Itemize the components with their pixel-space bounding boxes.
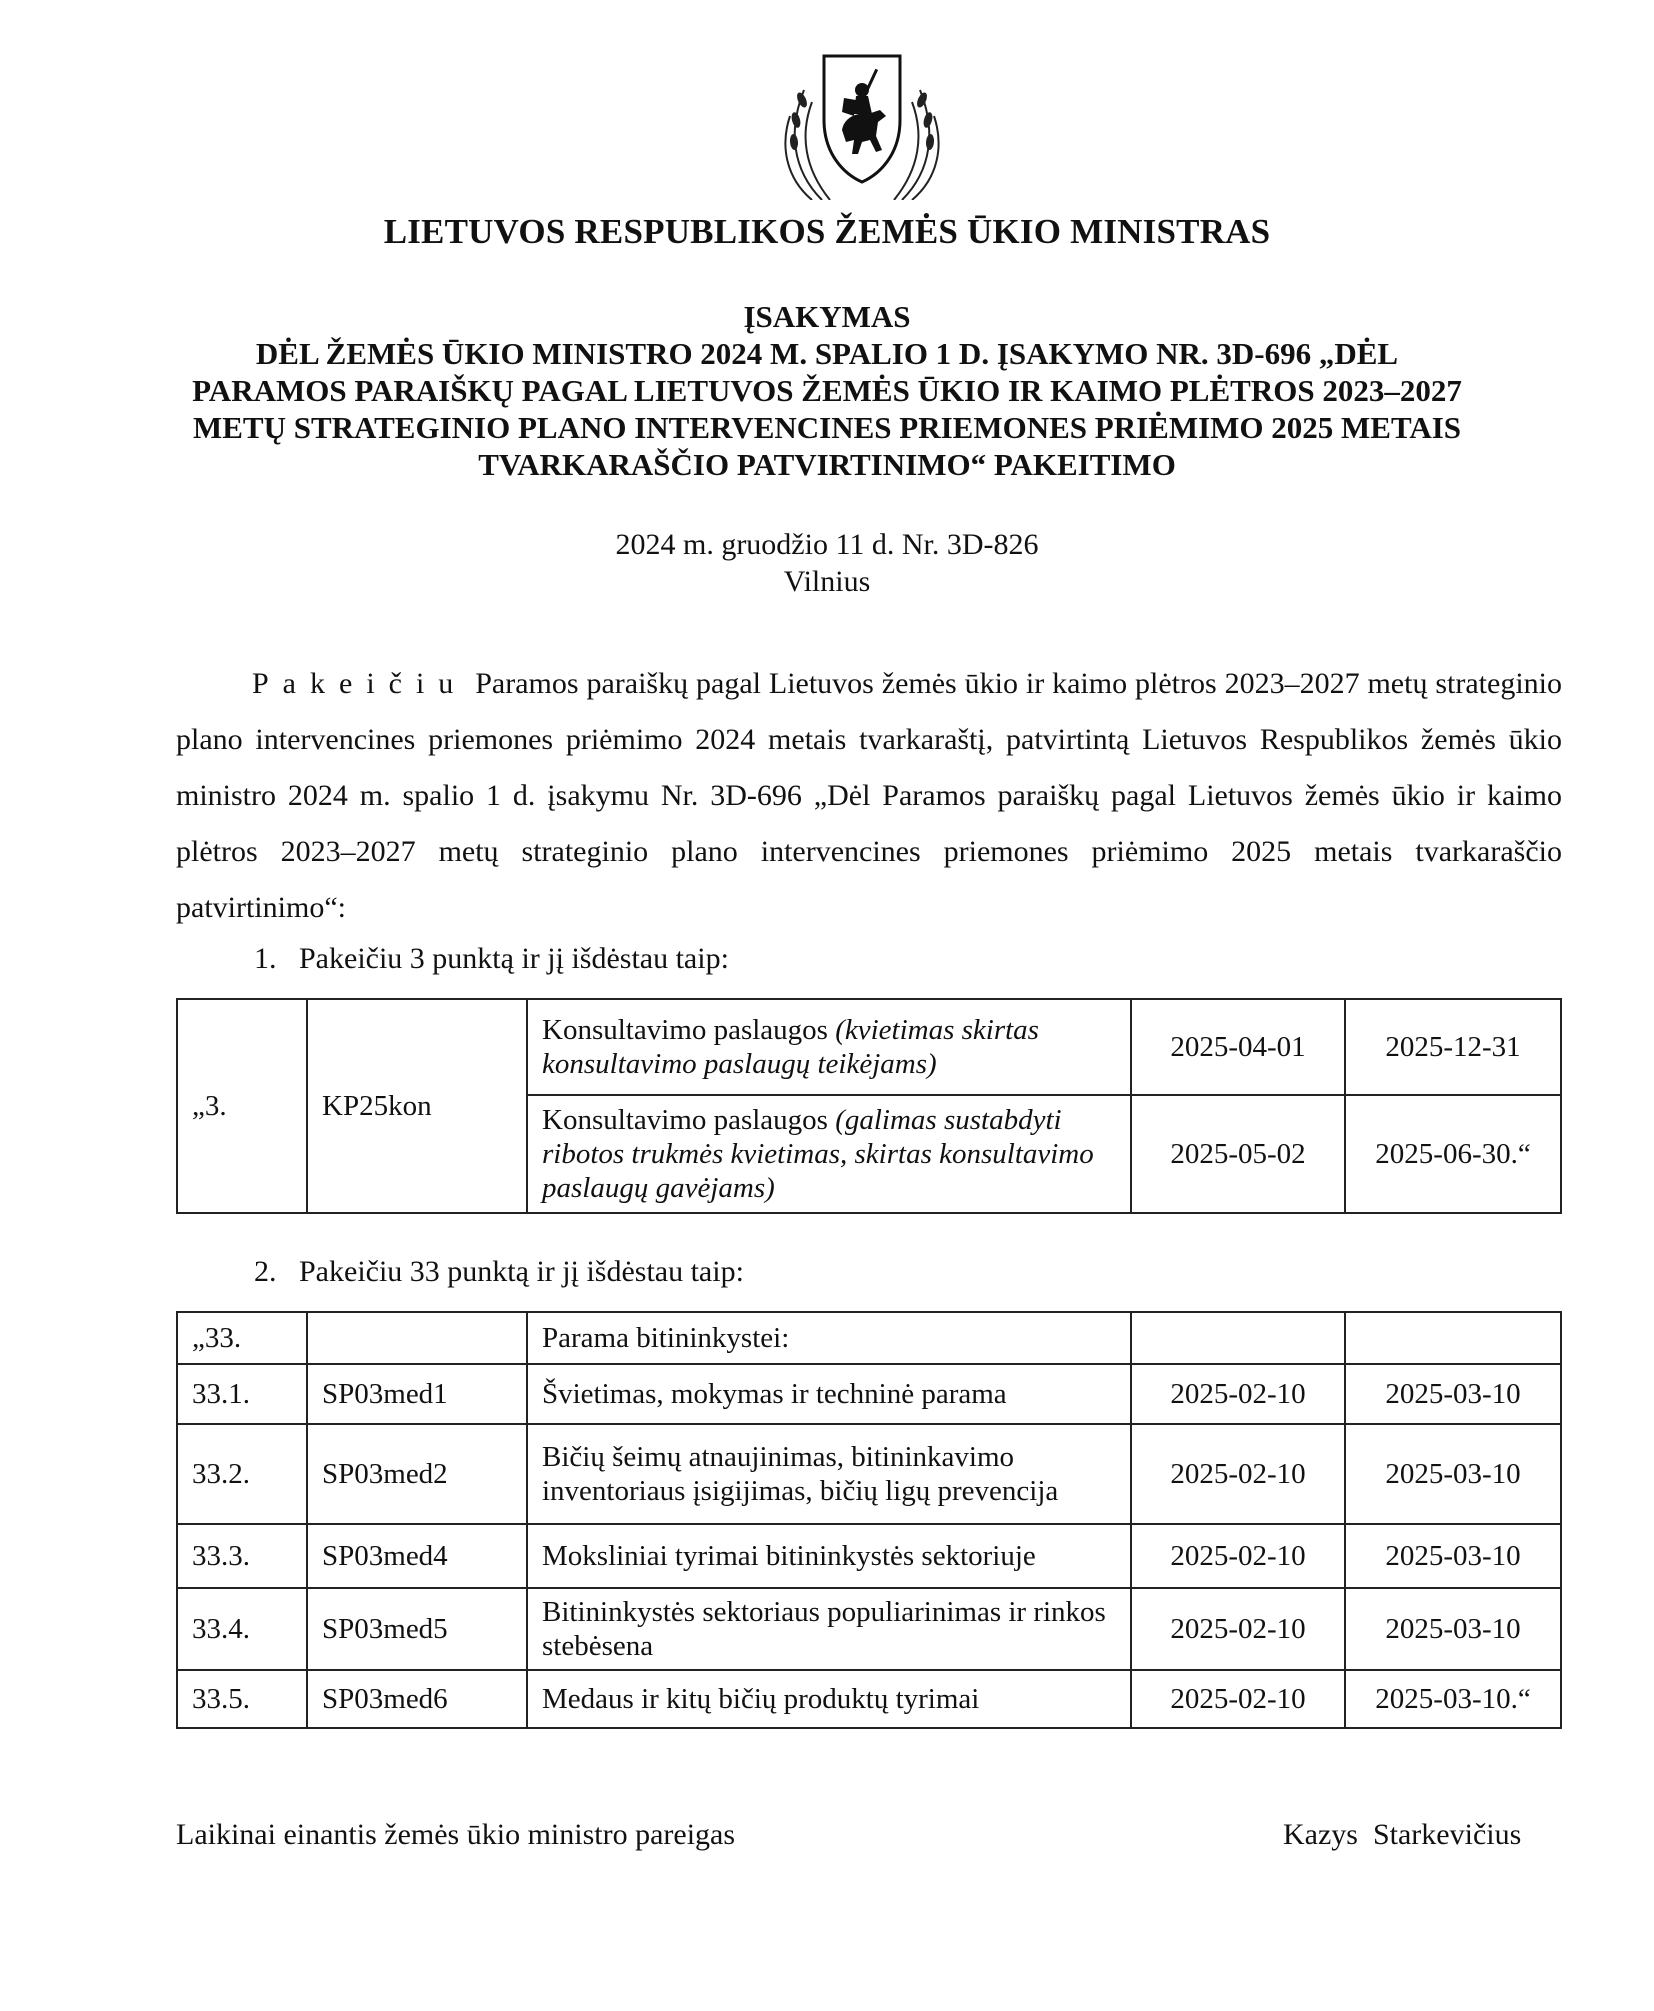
order-meta	[0, 526, 1654, 600]
table-row	[177, 1524, 1561, 1588]
date-and-number: 2024 m. gruodžio 11 d. Nr. 3D-826	[615, 528, 1039, 561]
table-cell-measure: Švietimas, mokymas ir techninė parama	[527, 1364, 1131, 1424]
table-cell-measure	[527, 999, 1131, 1095]
ministry-title: LIETUVOS RESPUBLIKOS ŽEMĖS ŪKIO MINISTRAS	[383, 212, 1271, 251]
table-cell-code: SP03med4	[307, 1524, 527, 1588]
amendment-item-1: 1. Pakeičiu 3 punktą ir jį išdėstau taip:	[254, 942, 729, 975]
table-cell-start-date	[1131, 1312, 1345, 1364]
table-cell-start-date: 2025-05-02	[1131, 1095, 1345, 1213]
measure-note: (kvietimas skirtas konsultavimo paslaugų teikėjams)	[542, 1014, 1039, 1080]
table-cell-end-date: 2025-03-10	[1345, 1364, 1561, 1424]
table-cell-measure: Moksliniai tyrimai bitininkystės sektoriuje	[527, 1524, 1131, 1588]
order-title-line: TVARKARAŠČIO PATVIRTINIMO“ PAKEITIMO	[478, 447, 1176, 482]
order-doc-type: ĮSAKYMAS	[743, 299, 911, 334]
table-cell-start-date: 2025-04-01	[1131, 999, 1345, 1095]
table-row	[177, 1312, 1561, 1364]
table-cell-start-date: 2025-02-10	[1131, 1364, 1345, 1424]
table-cell-number: 33.3.	[177, 1524, 307, 1588]
order-title-line: DĖL ŽEMĖS ŪKIO MINISTRO 2024 M. SPALIO 1 D. ĮSAKYMO NR. 3D-696 „DĖL	[255, 336, 1399, 371]
table-cell-measure: Bičių šeimų atnaujinimas, bitininkavimo inventoriaus įsigijimas, bičių ligų prevencija	[527, 1424, 1131, 1524]
order-title-line: METŲ STRATEGINIO PLANO INTERVENCINES PRIEMONES PRIĖMIMO 2025 METAIS	[192, 410, 1462, 445]
table-cell-number: 33.2.	[177, 1424, 307, 1524]
table-cell-measure: Medaus ir kitų bičių produktų tyrimai	[527, 1670, 1131, 1728]
table-cell-code	[307, 1312, 527, 1364]
signatory-name: Kazys Starkevičius	[1283, 1818, 1522, 1851]
table-cell-measure: Parama bitininkystei:	[527, 1312, 1131, 1364]
table-cell-code: SP03med5	[307, 1588, 527, 1670]
table-cell-end-date: 2025-06-30.“	[1345, 1095, 1561, 1213]
table-cell-code: SP03med1	[307, 1364, 527, 1424]
measure-name: Konsultavimo paslaugos	[542, 1104, 828, 1136]
signatory-position: Laikinai einantis žemės ūkio ministro pareigas	[176, 1818, 736, 1851]
table-row	[177, 1588, 1561, 1670]
table-cell-end-date: 2025-03-10	[1345, 1424, 1561, 1524]
table-cell-start-date: 2025-02-10	[1131, 1588, 1345, 1670]
body-paragraph	[176, 656, 1562, 936]
measure-name: Konsultavimo paslaugos	[542, 1014, 828, 1046]
table-row	[177, 999, 1561, 1095]
table-cell-code: KP25kon	[307, 999, 527, 1213]
table-cell-end-date: 2025-03-10	[1345, 1588, 1561, 1670]
table-row	[177, 1424, 1561, 1524]
place: Vilnius	[783, 565, 871, 598]
measure-note: (galimas sustabdyti ribotos trukmės kvietimas, skirtas konsultavimo paslaugų gavėjams)	[542, 1104, 1094, 1204]
table-cell-number: 33.1.	[177, 1364, 307, 1424]
table-cell-end-date: 2025-12-31	[1345, 999, 1561, 1095]
schedule-table-33	[176, 1311, 1562, 1729]
table-cell-code: SP03med2	[307, 1424, 527, 1524]
table-cell-end-date	[1345, 1312, 1561, 1364]
table-cell-number: „33.	[177, 1312, 307, 1364]
coat-of-arms-emblem	[782, 50, 942, 200]
table-cell-number: 33.4.	[177, 1588, 307, 1670]
table-cell-number: „3.	[177, 999, 307, 1213]
table-cell-start-date: 2025-02-10	[1131, 1670, 1345, 1728]
spaced-verb: Pakeičiu	[252, 667, 468, 700]
table-cell-measure	[527, 1095, 1131, 1213]
table-cell-start-date: 2025-02-10	[1131, 1424, 1345, 1524]
body-text: Paramos paraiškų pagal Lietuvos žemės ūkio ir kaimo plėtros 2023–2027 metų strateginio plano intervencines priemones priėmimo 2024 metais tvarkaraštį, patvirtintą Lietuvos Respublikos žemės ūkio ministro 2024 m. spalio 1 d. įsakymu Nr. 3D-696 „Dėl Paramos paraiškų pagal Lietuvos žemės ūkio ir kaimo plėtros 2023–2027 metų strateginio plano intervencines priemones priėmimo 2025 metais tvarkaraščio patvirtinimo“:	[176, 667, 1563, 924]
order-heading	[150, 298, 1504, 483]
amendment-item-2: 2. Pakeičiu 33 punktą ir jį išdėstau taip:	[254, 1255, 744, 1288]
table-cell-start-date: 2025-02-10	[1131, 1524, 1345, 1588]
order-title-line: PARAMOS PARAIŠKŲ PAGAL LIETUVOS ŽEMĖS ŪKIO IR KAIMO PLĖTROS 2023–2027	[192, 373, 1462, 408]
table-cell-measure: Bitininkystės sektoriaus populiarinimas ir rinkos stebėsena	[527, 1588, 1131, 1670]
table-cell-code: SP03med6	[307, 1670, 527, 1728]
table-cell-end-date: 2025-03-10.“	[1345, 1670, 1561, 1728]
table-cell-end-date: 2025-03-10	[1345, 1524, 1561, 1588]
table-row	[177, 1670, 1561, 1728]
table-cell-number: 33.5.	[177, 1670, 307, 1728]
schedule-table-3	[176, 998, 1562, 1214]
table-row	[177, 1364, 1561, 1424]
